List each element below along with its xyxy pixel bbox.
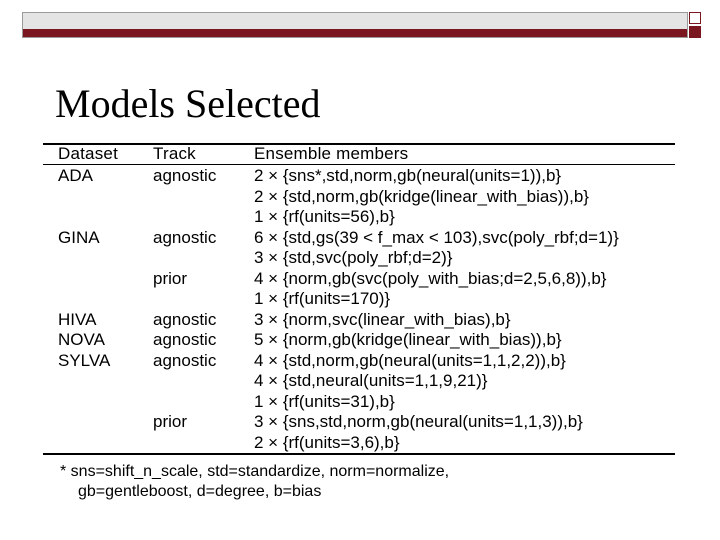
track-cell: agnostic — [153, 350, 217, 370]
header-dataset: Dataset — [58, 144, 118, 163]
table-row — [43, 269, 675, 290]
table-bottom-rule — [43, 453, 675, 455]
table-header-rule — [43, 164, 675, 165]
table-row — [43, 392, 675, 413]
dataset-cell: ADA — [58, 166, 93, 185]
models-table — [43, 140, 675, 455]
track-cell: agnostic — [153, 166, 217, 185]
ensemble-member-cell: 2 × {std,norm,gb(kridge(linear_with_bias)),b} — [254, 186, 589, 206]
table-row — [43, 351, 675, 372]
dataset-cell: NOVA — [58, 330, 105, 349]
ensemble-member-cell: 1 × {rf(units=56),b} — [254, 207, 395, 226]
ensemble-member-cell: 1 × {rf(units=170)} — [254, 289, 391, 308]
table-row — [43, 228, 675, 249]
track-cell: agnostic — [153, 227, 217, 247]
table-row — [43, 412, 675, 433]
table-row — [43, 289, 675, 310]
table-row — [43, 330, 675, 351]
footnote — [60, 462, 449, 502]
ensemble-member-cell: 4 × {std,norm,gb(neural(units=1,1,2,2)),b} — [254, 350, 566, 370]
header-ensemble-members: Ensemble members — [254, 144, 409, 163]
ensemble-member-cell: 5 × {norm,gb(kridge(linear_with_bias)),b} — [254, 330, 562, 349]
table-row — [43, 310, 675, 331]
header-track: Track — [153, 144, 196, 163]
dataset-cell: HIVA — [58, 309, 97, 329]
table-row — [43, 187, 675, 208]
ensemble-member-cell: 2 × {rf(units=3,6),b} — [254, 432, 400, 452]
ensemble-member-cell: 1 × {rf(units=31),b} — [254, 391, 395, 411]
table-row — [43, 166, 675, 187]
ensemble-member-cell: 3 × {std,svc(poly_rbf;d=2)} — [254, 248, 453, 267]
ensemble-member-cell: 6 × {std,gs(39 < f_max < 103),svc(poly_rbf;d=1)} — [254, 227, 619, 247]
ensemble-member-cell: 3 × {sns,std,norm,gb(neural(units=1,1,3)),b} — [254, 412, 583, 431]
table-row — [43, 207, 675, 228]
track-cell: agnostic — [153, 309, 217, 329]
corner-square-outline — [689, 12, 701, 24]
table-row — [43, 371, 675, 392]
header-accent-strip — [23, 29, 687, 37]
footnote-line-1: * sns=shift_n_scale, std=standardize, norm=normalize, — [60, 463, 450, 480]
ensemble-member-cell: 3 × {norm,svc(linear_with_bias),b} — [254, 309, 511, 329]
track-cell: agnostic — [153, 330, 217, 349]
corner-decoration — [689, 12, 703, 38]
ensemble-member-cell: 4 × {std,neural(units=1,1,9,21)} — [254, 371, 488, 390]
dataset-cell: SYLVA — [58, 350, 111, 370]
track-cell: prior — [153, 268, 188, 288]
footnote-line-2: gb=gentleboost, d=degree, b=bias — [78, 483, 322, 500]
table-row — [43, 248, 675, 269]
table-row — [43, 433, 675, 454]
slide-title: Models Selected — [55, 81, 321, 126]
corner-square-filled — [689, 26, 701, 38]
ensemble-member-cell: 2 × {sns*,std,norm,gb(neural(units=1)),b} — [254, 166, 562, 185]
slide-header-bar — [22, 12, 688, 38]
dataset-cell: GINA — [58, 227, 100, 247]
track-cell: prior — [153, 412, 188, 431]
ensemble-member-cell: 4 × {norm,gb(svc(poly_with_bias;d=2,5,6,8)),b} — [254, 268, 607, 288]
